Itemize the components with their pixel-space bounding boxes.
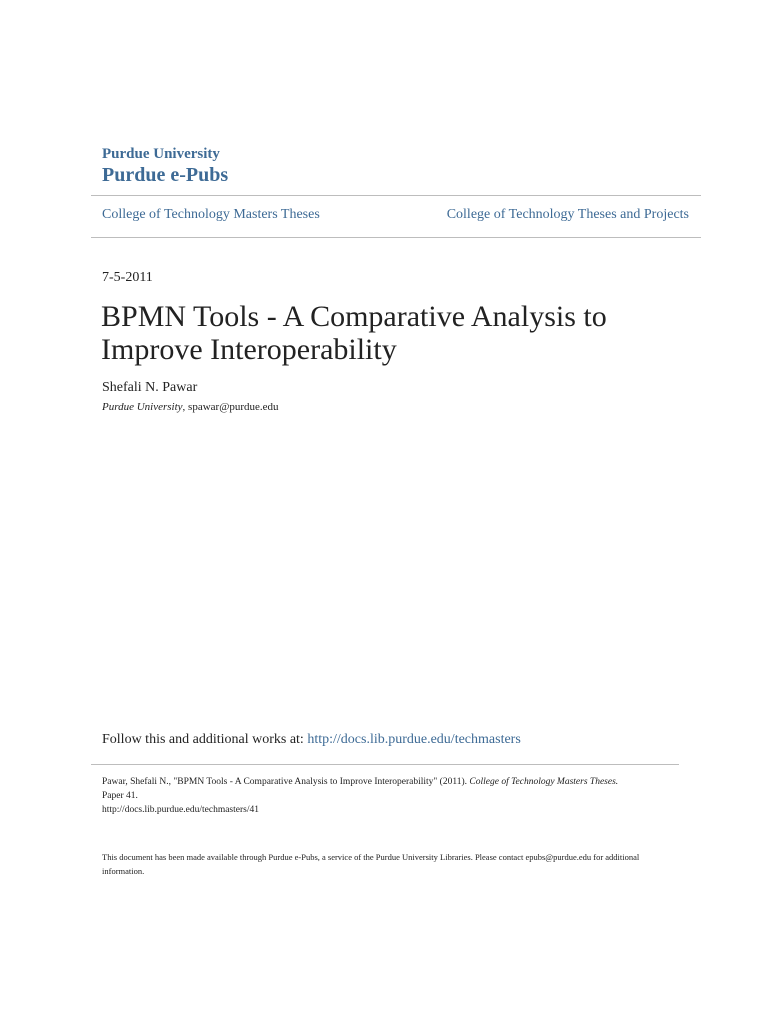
author-affiliation	[102, 401, 279, 413]
citation-paper-number: Paper 41.	[102, 791, 138, 801]
paper-title: BPMN Tools - A Comparative Analysis to Improve Interoperability	[101, 300, 607, 366]
follow-label: Follow this and additional works at:	[102, 732, 308, 747]
header-divider-top	[91, 195, 701, 196]
citation-url: http://docs.lib.purdue.edu/techmasters/41	[102, 805, 259, 815]
repository-header	[102, 145, 228, 187]
collection-link-theses-projects[interactable]: College of Technology Theses and Projects	[446, 207, 689, 222]
availability-notice: This document has been made available through Purdue e-Pubs, a service of the Purdue University Libraries. Please contact epubs@purdue.edu for additional information.	[102, 852, 640, 876]
citation-text: Pawar, Shefali N., "BPMN Tools - A Comparative Analysis to Improve Interoperability" (2011).	[102, 777, 470, 787]
follow-url-link[interactable]: http://docs.lib.purdue.edu/techmasters	[307, 732, 521, 747]
repository-link[interactable]: Purdue e-Pubs	[102, 164, 229, 186]
publication-date: 7-5-2011	[102, 270, 153, 285]
citation-block	[102, 775, 682, 817]
citation-journal: College of Technology Masters Theses.	[469, 777, 619, 787]
affiliation-email: , spawar@purdue.edu	[182, 401, 279, 413]
author-name: Shefali N. Pawar	[102, 380, 198, 395]
collection-link-masters-theses[interactable]: College of Technology Masters Theses	[102, 207, 320, 222]
citation-divider	[91, 764, 679, 765]
follow-works-line	[102, 732, 521, 748]
header-divider-bottom	[91, 237, 701, 238]
affiliation-institution: Purdue University	[102, 401, 183, 413]
university-link[interactable]: Purdue University	[102, 146, 220, 162]
